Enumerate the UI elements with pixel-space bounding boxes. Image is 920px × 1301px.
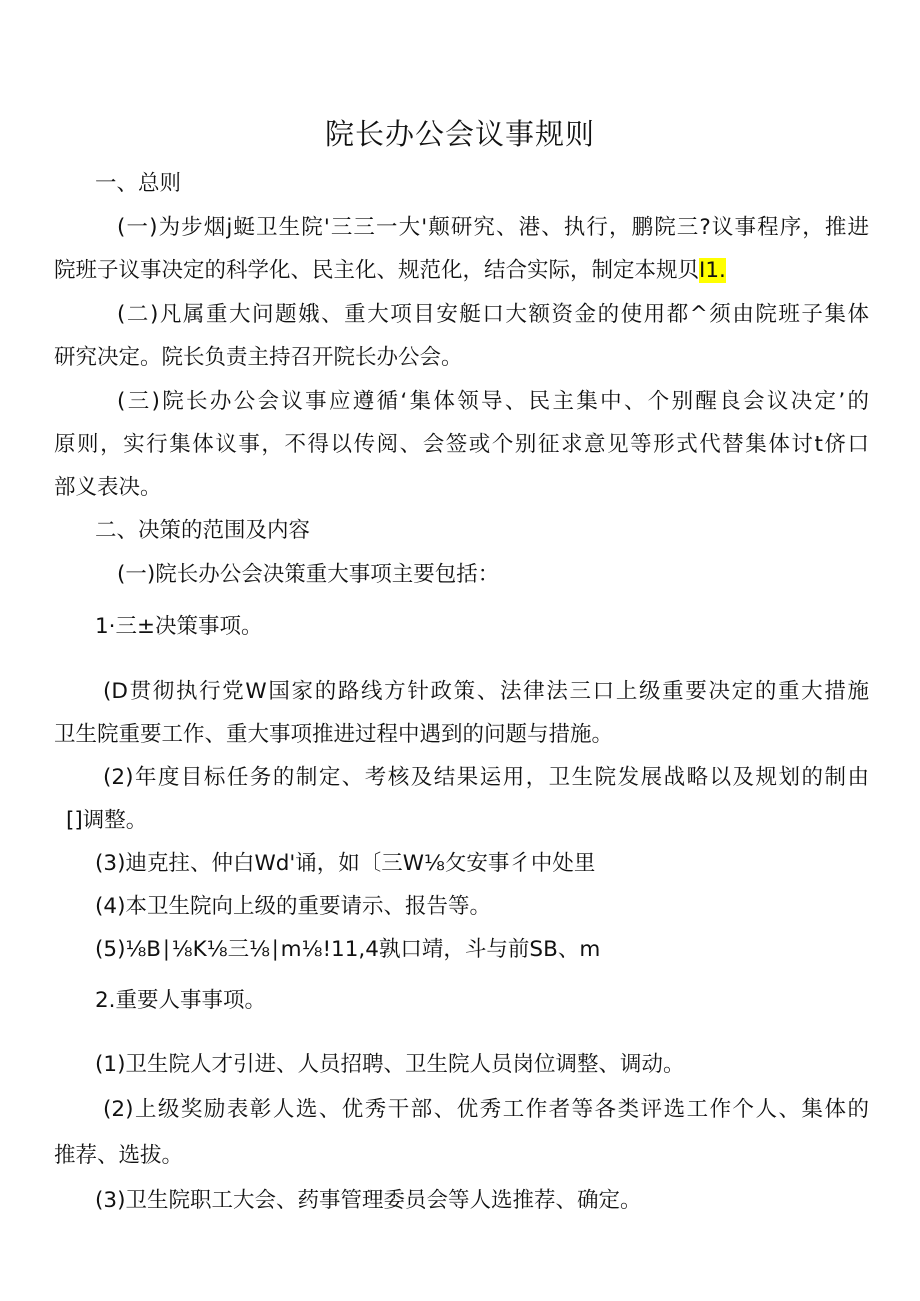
item-1-4: (4)本卫生院向上级的重要请示、报告等。 <box>95 894 491 919</box>
item-1-1-line-1: (D贯彻执行党W国家的路线方针政策、法律法三口上级重要决定的重大措施 <box>103 679 869 704</box>
subsection-heading: (一)院长办公会决策重大事项主要包括： <box>117 562 500 587</box>
item-1-2-line-2: []调整。 <box>66 808 148 833</box>
item-1-heading: 1·三±决策事项。 <box>95 614 263 639</box>
item-1-2-line-1: (2)年度目标任务的制定、考核及结果运用，卫生院发展战略以及规划的制由 <box>103 765 869 790</box>
item-1-1-line-2: 卫生院重要工作、重大事项推进过程中遇到的问题与措施。 <box>54 722 614 747</box>
item-2-2-line-1: (2)上级奖励表彰人选、优秀干部、优秀工作者等各类评选工作个人、集体的 <box>103 1097 869 1122</box>
paragraph-1-line-1: (一)为步烟j蜓卫生院'三三一大'颠研究、港、执行，鹏院三?议事程序，推进 <box>117 215 869 240</box>
item-1-5: (5)⅛B∣⅛K⅛三⅛∣m⅛!11,4孰口靖，斗与前SB、m <box>95 937 601 962</box>
paragraph-3-line-1: (三)院长办公会议事应遵循‘集体领导、民主集中、个别醒良会议决定’的 <box>117 389 869 414</box>
section-heading-scope: 二、决策的范围及内容 <box>95 518 311 543</box>
item-2-3: (3)卫生院职工大会、药事管理委员会等人选推荐、确定。 <box>95 1188 642 1213</box>
paragraph-3-line-2: 原则，实行集体议事，不得以传阅、会签或个别征求意见等形式代替集体讨t侪口 <box>54 432 869 457</box>
item-2-1: (1)卫生院人才引进、人员招聘、卫生院人员岗位调整、调动。 <box>95 1052 685 1077</box>
item-2-heading: 2.重要人事事项。 <box>95 988 267 1013</box>
paragraph-2-line-1: (二)凡属重大问题娥、重大项目安艇口大额资金的使用都^须由院班子集体 <box>117 302 869 327</box>
item-2-2-line-2: 推荐、选拔。 <box>54 1143 184 1168</box>
paragraph-1-text: 院班子议事决定的科学化、民主化、规范化，结合实际，制定本规贝 <box>54 258 700 283</box>
section-heading-general: 一、总则 <box>95 171 182 196</box>
document-title: 院长办公会议事规则 <box>324 117 595 151</box>
highlighted-text: I1. <box>699 258 726 283</box>
item-1-3: (3)迪克拄、仲白Wd'诵，如〔三W⅛攵安事彳中处里 <box>95 851 596 876</box>
paragraph-3-line-3: 部义表决。 <box>54 475 162 500</box>
paragraph-1-line-2 <box>54 256 726 286</box>
paragraph-2-line-2: 研究决定。院长负责主持召开院长办公会。 <box>54 345 463 370</box>
